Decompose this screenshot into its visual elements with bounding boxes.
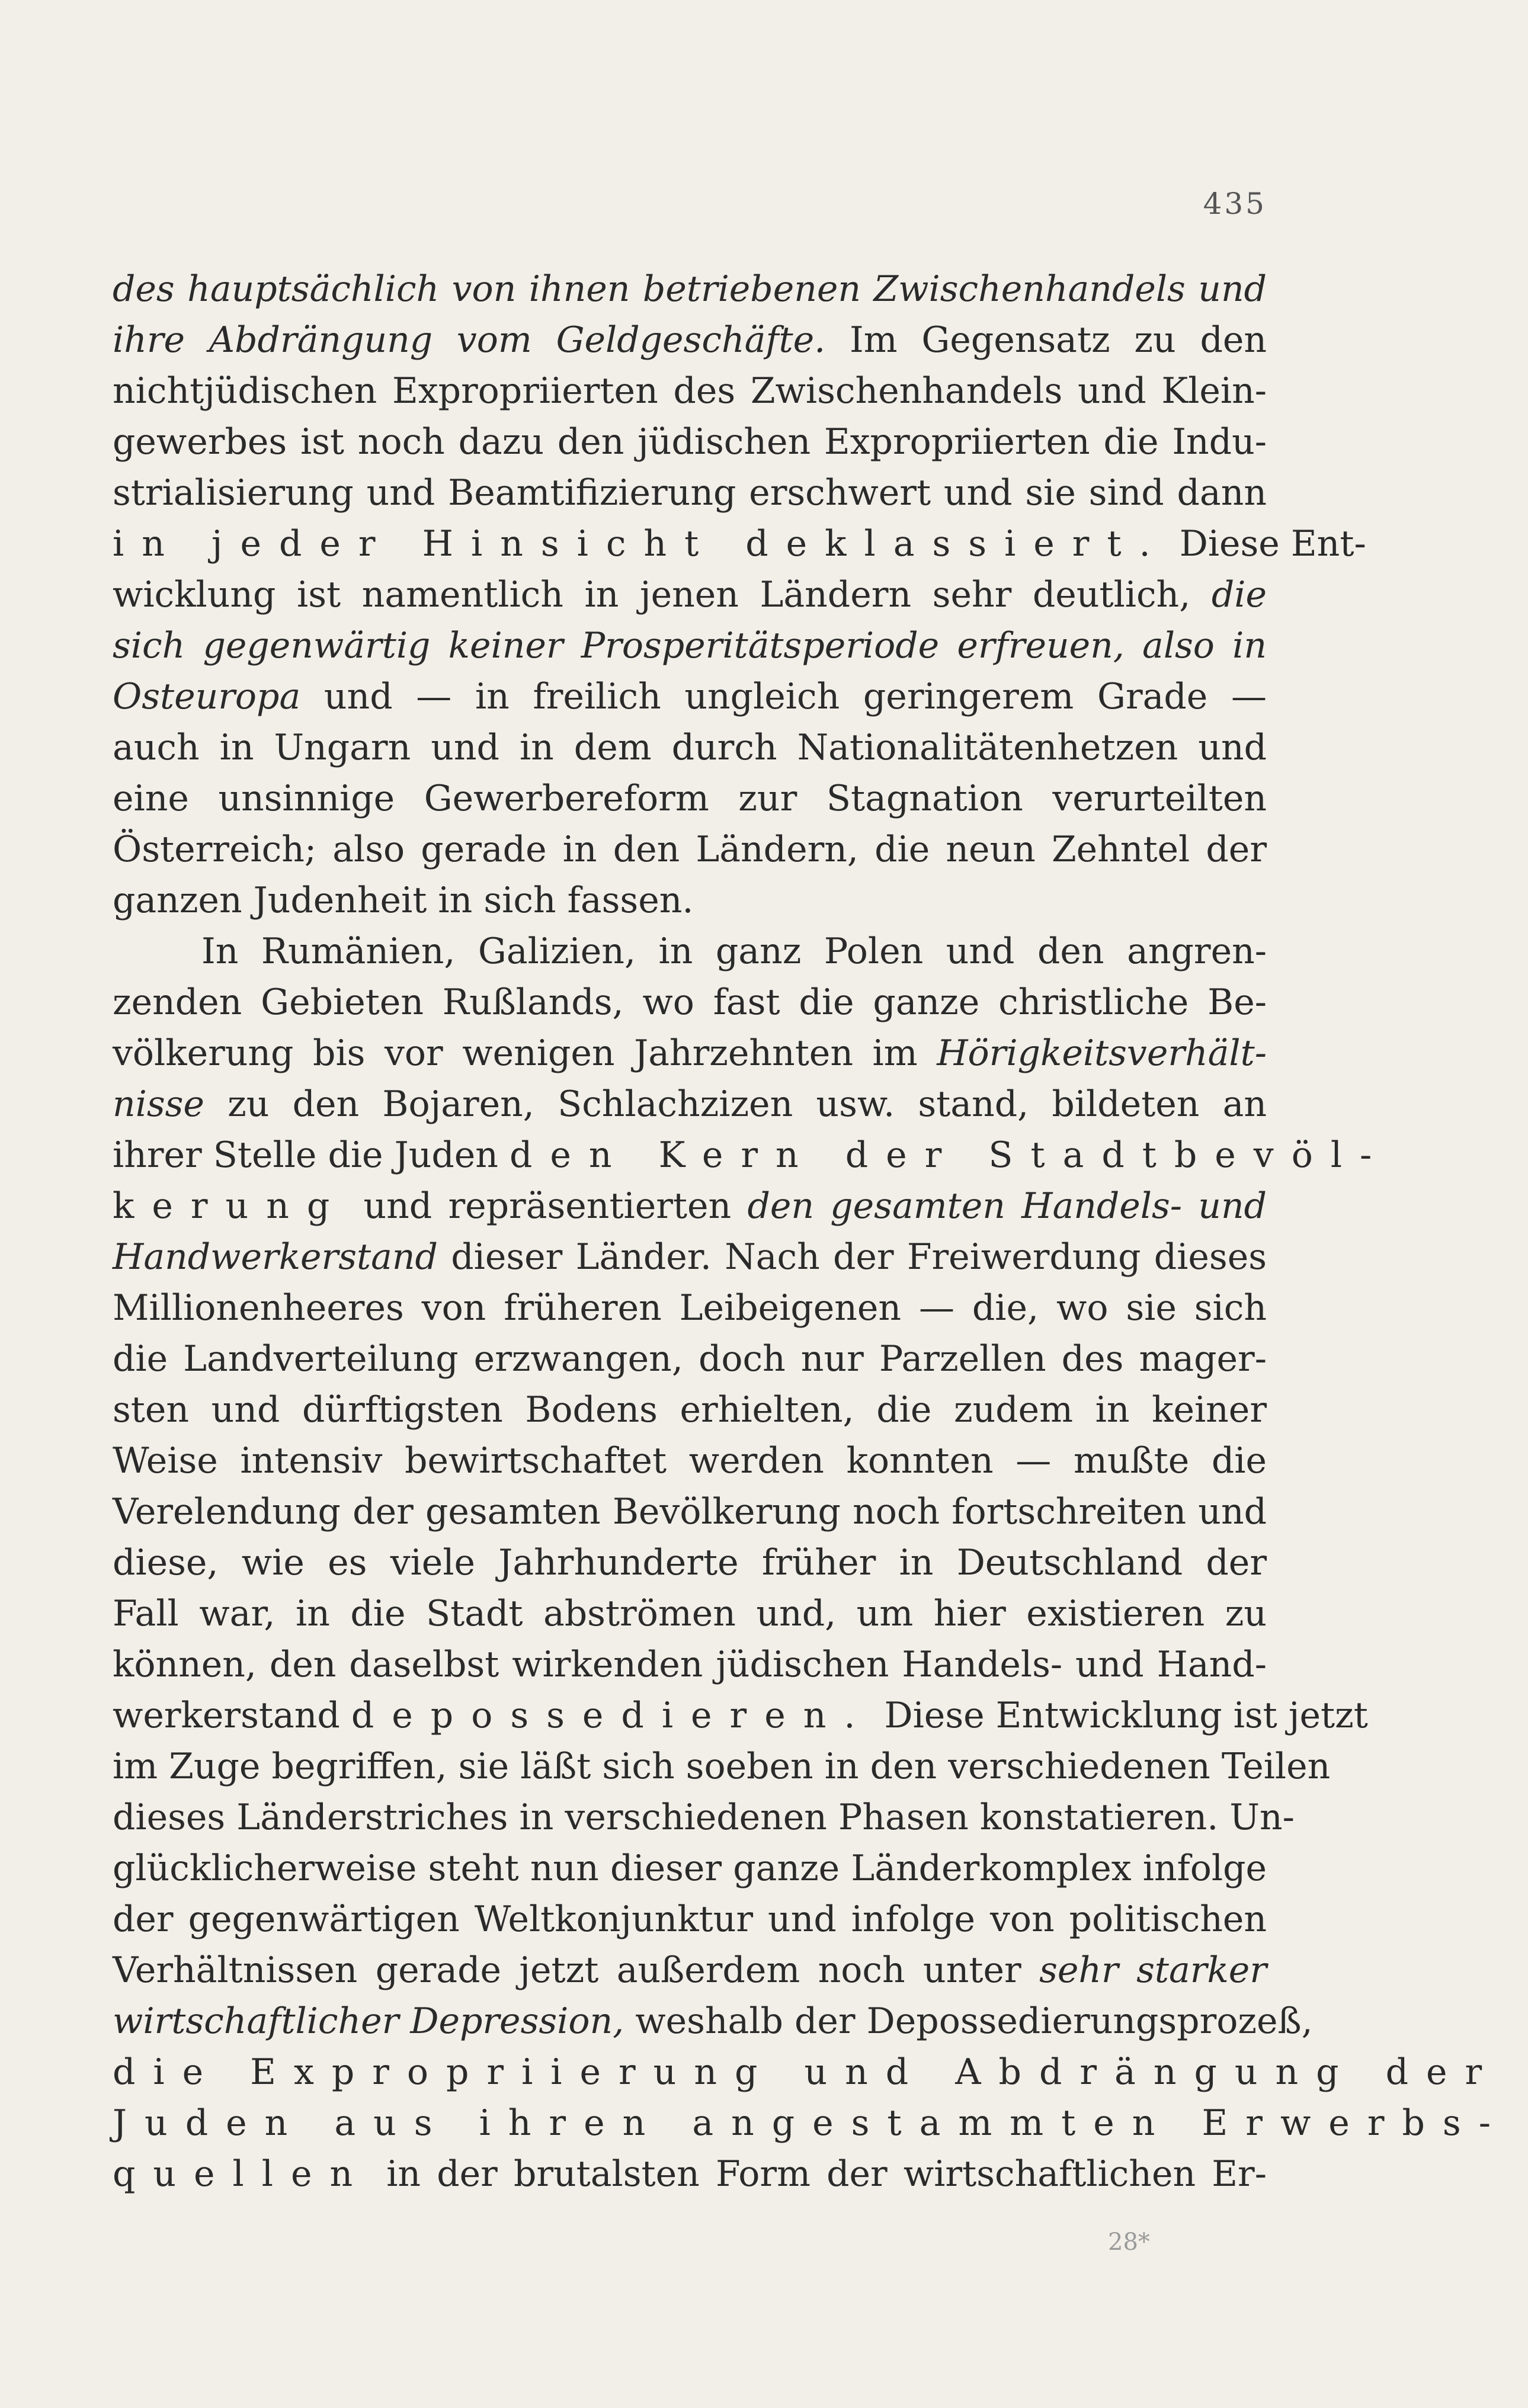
text-line	[113, 977, 1267, 1028]
text-segment: in jeder Hinsicht deklassiert.	[113, 523, 1168, 565]
text-line	[113, 1486, 1267, 1537]
text-segment: ganzen Judenheit in sich fassen.	[113, 880, 694, 921]
text-line	[113, 1028, 1267, 1079]
body-text	[113, 264, 1508, 2199]
text-line	[113, 1741, 1331, 1792]
text-segment: Hörigkeitsverhält-	[937, 1033, 1267, 1074]
page-number: 435	[1203, 187, 1267, 221]
text-segment: glücklicherweise steht nun dieser ganze Länderkomplex infolge	[113, 1848, 1267, 1889]
text-segment: nisse	[113, 1083, 204, 1125]
text-line	[113, 569, 1267, 620]
text-segment: eine unsinnige Gewerbereform zur Stagnation verurteilten	[113, 778, 1267, 819]
text-segment: der gegenwärtigen Weltkonjunktur und infolge von politischen	[113, 1899, 1267, 1940]
text-line	[113, 264, 1267, 315]
text-line	[113, 1333, 1267, 1384]
text-segment: Fall war, in die Stadt abströmen und, um hier existieren zu	[113, 1593, 1267, 1634]
text-segment: den gesamten Handels- und	[747, 1185, 1267, 1227]
text-line	[113, 2047, 1500, 2098]
text-segment: quellen	[113, 2153, 371, 2195]
text-segment: Weise intensiv bewirtschaftet werden konnten — mußte die	[113, 1440, 1267, 1482]
text-line	[113, 1894, 1267, 1945]
text-line	[113, 773, 1267, 824]
text-segment: werkerstand	[113, 1695, 351, 1736]
text-line	[113, 518, 1366, 569]
text-line	[113, 926, 1267, 977]
text-segment: nichtjüdischen Expropriierten des Zwischenhandels und Klein-	[113, 370, 1267, 412]
text-line	[113, 1537, 1267, 1588]
text-line	[113, 2149, 1267, 2199]
text-segment: Verelendung der gesamten Bevölkerung noch fortschreiten und	[113, 1491, 1267, 1532]
text-segment: depossedieren.	[351, 1695, 873, 1736]
text-line	[113, 467, 1267, 518]
text-line	[113, 416, 1267, 467]
text-segment: ihrer Stelle die Juden	[113, 1134, 510, 1176]
text-segment: Osteuropa	[113, 676, 301, 717]
text-line	[113, 1843, 1267, 1894]
text-segment: die Landverteilung erzwangen, doch nur Parzellen des mager-	[113, 1338, 1267, 1380]
text-line	[113, 1588, 1267, 1639]
text-segment: die Expropriierung und Abdrängung der	[113, 2051, 1500, 2093]
text-segment: Juden aus ihren angestammten Erwerbs-	[113, 2102, 1508, 2144]
text-line	[113, 824, 1267, 875]
text-segment: dieser Länder. Nach der Freiwerdung dieses	[437, 1236, 1267, 1278]
text-segment: Österreich; also gerade in den Ländern, die neun Zehntel der	[113, 829, 1267, 870]
text-segment: Verhältnissen gerade jetzt außerdem noch unter	[113, 1950, 1040, 1991]
text-line	[113, 1130, 1390, 1181]
text-segment: wicklung ist namentlich in jenen Ländern sehr deutlich,	[113, 574, 1212, 615]
text-segment: In Rumänien, Galizien, in ganz Polen und den angren-	[201, 931, 1267, 972]
text-line	[113, 1996, 1313, 2047]
text-segment: sten und dürftigsten Bodens erhielten, die zudem in keiner	[113, 1389, 1267, 1431]
text-line	[113, 620, 1267, 671]
text-segment: Handwerkerstand	[113, 1236, 438, 1278]
text-segment: Diese Entwicklung ist jetzt	[873, 1695, 1368, 1736]
text-segment: Diese Ent-	[1168, 523, 1366, 565]
text-segment: den Kern der Stadtbevöl-	[509, 1134, 1390, 1176]
text-segment: diese, wie es viele Jahrhunderte früher in Deutschland der	[113, 1542, 1267, 1583]
text-line	[113, 315, 1267, 365]
text-line	[113, 1945, 1267, 1996]
text-segment: strialisierung und Beamtifizierung erschwert und sie sind dann	[113, 472, 1267, 514]
text-segment: Millionenheeres von früheren Leibeigenen — die, wo sie sich	[113, 1287, 1267, 1329]
text-segment: kerung	[113, 1185, 348, 1227]
text-line	[113, 1435, 1267, 1486]
text-segment: auch in Ungarn und in dem durch Nationalitätenhetzen und	[113, 727, 1267, 768]
text-segment: ihre Abdrängung vom Geldgeschäfte.	[113, 319, 826, 361]
text-line	[113, 875, 1267, 926]
text-line	[113, 1792, 1295, 1843]
text-line	[113, 1232, 1267, 1282]
text-line	[113, 1690, 1368, 1741]
text-line	[113, 671, 1267, 722]
text-segment: weshalb der Depossedierungsprozeß,	[624, 2000, 1313, 2042]
text-segment: zu den Bojaren, Schlachzizen usw. stand, bildeten an	[204, 1083, 1267, 1125]
text-segment: sich gegenwärtig keiner Prosperitätsperiode erfreuen, also in	[113, 625, 1267, 666]
text-segment: die	[1211, 574, 1267, 615]
text-segment: des hauptsächlich von ihnen betriebenen Zwischenhandels und	[113, 268, 1267, 310]
text-line	[113, 1079, 1267, 1130]
text-segment: dieses Länderstriches in verschiedenen Phasen konstatieren. Un-	[113, 1797, 1295, 1838]
text-line	[113, 1282, 1267, 1333]
text-line	[113, 1639, 1267, 1690]
text-line	[113, 365, 1267, 416]
text-segment: in der brutalsten Form der wirtschaftlichen Er-	[370, 2153, 1267, 2195]
text-line	[113, 2098, 1508, 2149]
text-segment: im Zuge begriffen, sie läßt sich soeben in den verschiedenen Teilen	[113, 1746, 1331, 1787]
text-segment: wirtschaftlicher Depression,	[113, 2000, 624, 2042]
text-segment: zenden Gebieten Rußlands, wo fast die ganze christliche Be-	[113, 982, 1267, 1023]
text-segment: sehr starker	[1039, 1950, 1267, 1991]
text-line	[113, 722, 1267, 773]
text-segment: und — in freilich ungleich geringerem Grade —	[300, 676, 1267, 717]
text-segment: und repräsentierten	[347, 1185, 748, 1227]
text-line	[113, 1384, 1267, 1435]
text-segment: gewerbes ist noch dazu den jüdischen Expropriierten die Indu-	[113, 421, 1267, 463]
text-line	[113, 1181, 1267, 1232]
text-segment: völkerung bis vor wenigen Jahrzehnten im	[113, 1033, 937, 1074]
text-segment: können, den daselbst wirkenden jüdischen Handels- und Hand-	[113, 1644, 1267, 1685]
text-segment: Im Gegensatz zu den	[825, 319, 1267, 361]
signature-mark: 28*	[1108, 2229, 1150, 2256]
